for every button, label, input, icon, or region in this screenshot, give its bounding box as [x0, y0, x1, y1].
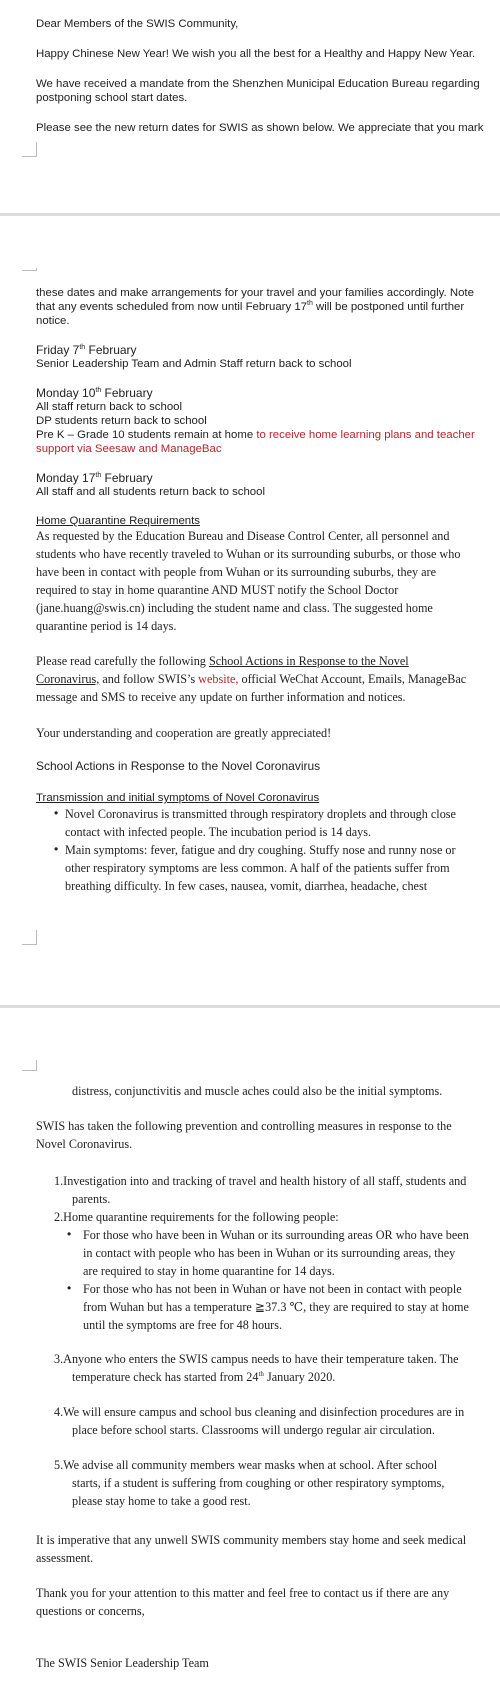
measure-2-bullet-2-line-3: until the symptoms are free for 48 hours.: [83, 1318, 283, 1332]
measures-intro-line-2: Novel Coronavirus.: [36, 1137, 133, 1151]
measure-4-line-2: place before school starts. Classrooms will undergo regular air circulation.: [72, 1423, 435, 1437]
measure-1-line-2: parents.: [72, 1192, 111, 1206]
monday-10-heading: Monday 10th February: [36, 386, 153, 400]
home-quarantine-line-2: students who have recently traveled to Wuhan or its surrounding suburbs, or those who: [36, 547, 461, 561]
monday-10-line-3: Pre K – Grade 10 students remain at home to receive home learning plans and teacher: [36, 429, 475, 441]
home-quarantine-line-5: (jane.huang@swis.cn) including the student name and class. The suggested home: [36, 601, 433, 615]
document-page-1: [0, 0, 500, 213]
imperative-line-2: assessment.: [36, 1551, 94, 1565]
home-quarantine-line-6: quarantine period is 14 days.: [36, 619, 177, 633]
distress-line: distress, conjunctivitis and muscle aches could also be the initial symptoms.: [72, 1084, 443, 1098]
measure-5-line-3: please stay home to take a good rest.: [72, 1494, 251, 1508]
measure-2-bullet-1-line-2: in contact with people who has been in Wuhan or its surrounding areas, they: [83, 1246, 456, 1260]
page-corner-mark: [22, 930, 37, 945]
school-actions-title: School Actions in Response to the Novel Coronavirus: [36, 759, 321, 773]
imperative-line-1: It is imperative that any unwell SWIS community members stay home and seek medical: [36, 1533, 467, 1547]
bullet: •: [54, 806, 59, 820]
home-quarantine-title: Home Quarantine Requirements: [36, 515, 200, 527]
friday-heading: Friday 7th February: [36, 343, 137, 357]
measure-5-line-1: 5.We advise all community members wear masks when at school. After school: [54, 1458, 438, 1472]
bullet: •: [67, 1281, 72, 1295]
measure-2-bullet-1-line-3: are required to stay in home quarantine for 14 days.: [83, 1264, 335, 1278]
document-page-3: [0, 1060, 500, 1693]
measures-intro-line-1: SWIS has taken the following prevention and controlling measures in response to the: [36, 1119, 452, 1133]
friday-text: Senior Leadership Team and Admin Staff return back to school: [36, 358, 352, 370]
home-quarantine-line-1: As requested by the Education Bureau and Disease Control Center, all personnel and: [36, 529, 450, 543]
monday-10-line-2: DP students return back to school: [36, 415, 207, 427]
monday-10-line-4: support via Seesaw and ManageBac: [36, 443, 222, 455]
measure-5-line-2: starts, if a student is suffering from coughing or other respiratory symptoms,: [72, 1476, 445, 1490]
home-quarantine-line-3: have been in contact with people from Wuhan or its surrounding suburbs, they are: [36, 565, 437, 579]
page-corner-mark: [22, 268, 37, 271]
thank-you-line-2: questions or concerns,: [36, 1604, 145, 1618]
symptoms-bullet-line-2: other respiratory symptoms are less common. A half of the patients suffer from: [65, 861, 450, 875]
dates-line-3: notice.: [36, 315, 70, 327]
appreciation: Your understanding and cooperation are greatly appreciated!: [36, 726, 332, 740]
new-year-wish: Happy Chinese New Year! We wish you all the best for a Healthy and Happy New Year.: [36, 48, 476, 60]
transmission-title: Transmission and initial symptoms of Novel Coronavirus: [36, 792, 320, 804]
website-link[interactable]: website,: [198, 672, 239, 686]
measure-4-line-1: 4.We will ensure campus and school bus cleaning and disinfection procedures are in: [54, 1405, 465, 1419]
symptoms-bullet-line-3: breathing difficulty. In few cases, nausea, vomit, diarrhea, headache, chest: [65, 879, 428, 893]
transmission-bullet-1-line-1: Novel Coronavirus is transmitted through respiratory droplets and through close: [65, 807, 456, 821]
page-corner-mark: [22, 1060, 37, 1071]
bullet: •: [54, 842, 59, 856]
transmission-bullet-1-line-2: contact with infected people. The incubation period is 14 days.: [65, 825, 372, 839]
dates-line-1: these dates and make arrangements for your travel and your families accordingly. Note: [36, 287, 474, 299]
measure-2-bullet-2-line-2: from Wuhan but has a temperature ≧37.3 ℃, they are required to stay at home: [83, 1300, 469, 1314]
measure-3-line-1: 3.Anyone who enters the SWIS campus needs to have their temperature taken. The: [54, 1352, 459, 1366]
bullet: •: [67, 1227, 72, 1241]
measure-2-bullet-2-line-1: For those who has not been in Wuhan or have not been in contact with people: [83, 1282, 462, 1296]
thank-you-line-1: Thank you for your attention to this matter and feel free to contact us if there are any: [36, 1586, 450, 1600]
page-gap: [0, 216, 500, 268]
measure-2-bullet-1-line-1: For those who have been in Wuhan or its surrounding areas OR who have been: [83, 1228, 469, 1242]
monday-17-heading: Monday 17th February: [36, 471, 153, 485]
please-read-line-2: Coronavirus, and follow SWIS’s website, official WeChat Account, Emails, ManageBac: [36, 672, 467, 686]
return-dates-intro: Please see the new return dates for SWIS as shown below. We appreciate that you mark: [36, 122, 484, 134]
measure-2-title: 2.Home quarantine requirements for the following people:: [54, 1210, 339, 1224]
symptoms-bullet-line-1: Main symptoms: fever, fatigue and dry coughing. Stuffy nose and runny nose or: [65, 843, 456, 857]
monday-17-text: All staff and all students return back to school: [36, 486, 265, 498]
please-read-line-3: message and SMS to receive any update on further information and notices.: [36, 690, 406, 704]
dates-line-2: that any events scheduled from now until February 17th will be postponed until further: [36, 300, 465, 313]
mandate-line-2: postponing school start dates.: [36, 92, 188, 104]
measure-3-line-2: temperature check has started from 24th January 2020.: [72, 1369, 336, 1384]
monday-10-line-1: All staff return back to school: [36, 401, 183, 413]
document-page-2: [0, 268, 500, 1008]
please-read-line-1: Please read carefully the following School Actions in Response to the Novel: [36, 654, 409, 668]
greeting: Dear Members of the SWIS Community,: [36, 18, 239, 30]
home-quarantine-line-4: required to stay in home quarantine AND MUST notify the School Doctor: [36, 583, 399, 597]
page-gap: [0, 1008, 500, 1068]
page-corner-mark: [22, 142, 37, 157]
measure-1-line-1: 1.Investigation into and tracking of travel and health history of all staff, students and: [54, 1174, 467, 1188]
signature: The SWIS Senior Leadership Team: [36, 1656, 209, 1670]
mandate-line-1: We have received a mandate from the Shenzhen Municipal Education Bureau regarding: [36, 78, 480, 90]
